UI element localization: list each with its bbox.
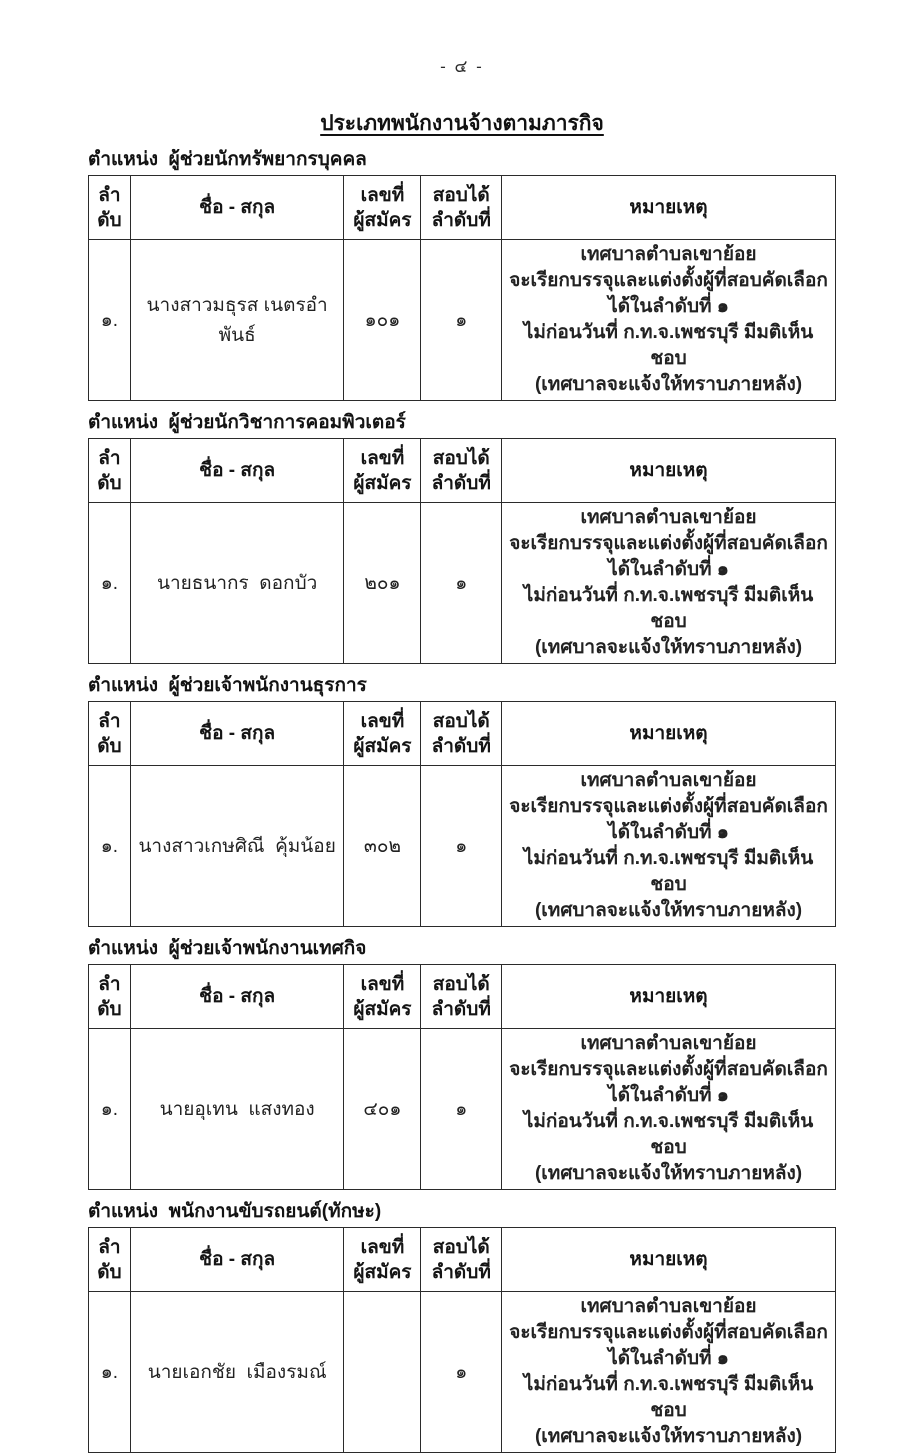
header-applicant-line2: ผู้สมัคร [353,998,412,1020]
position-label: ตำแหน่ง ผู้ช่วยนักวิชาการคอมพิวเตอร์ [88,412,406,433]
header-rank [421,965,502,1029]
cell-rank: ๑ [421,1292,502,1453]
table-row [89,503,836,664]
section-position-3 [88,674,836,927]
section-position-4 [88,937,836,1190]
remark-line: (เทศบาลจะแจ้งให้ทราบภายหลัง) [534,900,803,921]
header-applicant-no [344,965,421,1029]
cell-applicant-no: ๑๐๑ [344,240,421,401]
header-applicant-no [344,176,421,240]
header-order-line1: ลำ [98,447,121,469]
table-body [89,1029,836,1190]
results-table [88,175,836,401]
cell-rank: ๑ [421,766,502,927]
header-rank-line2: ลำดับที่ [431,998,491,1020]
header-row [89,965,836,1029]
header-name: ชื่อ - สกุล [130,1228,344,1292]
cell-name: นางสาวเกษศิณี คุ้มน้อย [130,766,344,927]
table-head [89,176,836,240]
remark-line: เทศบาลตำบลเขาย้อย [580,1296,757,1317]
table-head [89,702,836,766]
header-applicant-line2: ผู้สมัคร [353,735,412,757]
remark-line: จะเรียกบรรจุและแต่งตั้งผู้ที่สอบคัดเลือกได้ในลำดับที่ ๑ [509,796,828,843]
cell-rank: ๑ [421,1029,502,1190]
remark-line: เทศบาลตำบลเขาย้อย [580,507,757,528]
remark-line: ไม่ก่อนวันที่ ก.ท.จ.เพชรบุรี มีมติเห็นชอบ [523,585,814,632]
header-order [89,965,131,1029]
table-body [89,503,836,664]
remark-line: จะเรียกบรรจุและแต่งตั้งผู้ที่สอบคัดเลือกได้ในลำดับที่ ๑ [509,1322,828,1369]
table-row [89,240,836,401]
cell-remark [502,1029,836,1190]
remark-line: (เทศบาลจะแจ้งให้ทราบภายหลัง) [534,374,803,395]
header-rank-line1: สอบได้ [432,710,490,732]
header-rank-line2: ลำดับที่ [431,1261,491,1283]
cell-applicant-no: ๒๐๑ [344,503,421,664]
cell-remark [502,503,836,664]
header-remark: หมายเหตุ [502,1228,836,1292]
cell-name: นายอุเทน แสงทอง [130,1029,344,1190]
remark-line: เทศบาลตำบลเขาย้อย [580,1033,757,1054]
remark-line: จะเรียกบรรจุและแต่งตั้งผู้ที่สอบคัดเลือกได้ในลำดับที่ ๑ [509,533,828,580]
cell-remark [502,766,836,927]
remark-line: ไม่ก่อนวันที่ ก.ท.จ.เพชรบุรี มีมติเห็นชอบ [523,1111,814,1158]
header-applicant-no [344,1228,421,1292]
header-order-line2: ดับ [97,209,122,231]
cell-order: ๑. [89,240,131,401]
remark-line: ไม่ก่อนวันที่ ก.ท.จ.เพชรบุรี มีมติเห็นชอบ [523,848,814,895]
header-rank [421,1228,502,1292]
header-rank [421,702,502,766]
header-applicant-line2: ผู้สมัคร [353,472,412,494]
header-order-line1: ลำ [98,184,121,206]
header-order [89,1228,131,1292]
header-name: ชื่อ - สกุล [130,702,344,766]
remark-line: เทศบาลตำบลเขาย้อย [580,770,757,791]
cell-order: ๑. [89,1292,131,1453]
header-row [89,439,836,503]
header-order-line2: ดับ [97,1261,122,1283]
cell-applicant-no [344,1292,421,1453]
header-remark: หมายเหตุ [502,702,836,766]
header-rank [421,439,502,503]
header-row [89,176,836,240]
cell-order: ๑. [89,766,131,927]
header-applicant-line1: เลขที่ [360,184,405,206]
remark-line: จะเรียกบรรจุและแต่งตั้งผู้ที่สอบคัดเลือกได้ในลำดับที่ ๑ [509,1059,828,1106]
header-order-line1: ลำ [98,710,121,732]
cell-order: ๑. [89,1029,131,1190]
header-order [89,702,131,766]
header-row [89,702,836,766]
remark-line: (เทศบาลจะแจ้งให้ทราบภายหลัง) [534,1163,803,1184]
header-remark: หมายเหตุ [502,965,836,1029]
cell-name: นางสาวมธุรส เนตรอำพันธ์ [130,240,344,401]
table-row [89,766,836,927]
header-name: ชื่อ - สกุล [130,176,344,240]
table-body [89,766,836,927]
header-name: ชื่อ - สกุล [130,439,344,503]
header-order-line2: ดับ [97,998,122,1020]
header-applicant-line1: เลขที่ [360,710,405,732]
position-label: ตำแหน่ง ผู้ช่วยเจ้าพนักงานเทศกิจ [88,938,367,959]
position-label: ตำแหน่ง ผู้ช่วยนักทรัพยากรบุคคล [88,149,367,170]
table-row [89,1292,836,1453]
header-remark: หมายเหตุ [502,176,836,240]
table-row [89,1029,836,1190]
header-applicant-line1: เลขที่ [360,447,405,469]
remark-line: (เทศบาลจะแจ้งให้ทราบภายหลัง) [534,1426,803,1447]
header-row [89,1228,836,1292]
header-applicant-no [344,702,421,766]
page-title-text: ประเภทพนักงานจ้างตามภารกิจ [320,112,604,135]
remark-line: จะเรียกบรรจุและแต่งตั้งผู้ที่สอบคัดเลือกได้ในลำดับที่ ๑ [509,270,828,317]
header-rank-line1: สอบได้ [432,973,490,995]
page-number: - ๔ - [440,57,484,76]
cell-name: นายเอกชัย เมืองรมณ์ [130,1292,344,1453]
position-label: ตำแหน่ง ผู้ช่วยเจ้าพนักงานธุรการ [88,675,367,696]
header-rank-line1: สอบได้ [432,1236,490,1258]
remark-line: ไม่ก่อนวันที่ ก.ท.จ.เพชรบุรี มีมติเห็นชอบ [523,322,814,369]
header-rank-line2: ลำดับที่ [431,209,491,231]
table-head [89,439,836,503]
header-rank-line1: สอบได้ [432,184,490,206]
cell-order: ๑. [89,503,131,664]
cell-name: นายธนากร ดอกบัว [130,503,344,664]
header-applicant-no [344,439,421,503]
header-order [89,176,131,240]
cell-remark [502,240,836,401]
header-order-line2: ดับ [97,735,122,757]
position-label: ตำแหน่ง พนักงานขับรถยนต์(ทักษะ) [88,1201,382,1222]
header-applicant-line1: เลขที่ [360,973,405,995]
results-table [88,964,836,1190]
results-table [88,701,836,927]
remark-line: ไม่ก่อนวันที่ ก.ท.จ.เพชรบุรี มีมติเห็นชอบ [523,1374,814,1421]
header-name: ชื่อ - สกุล [130,965,344,1029]
table-head [89,965,836,1029]
section-position-1 [88,148,836,401]
results-table [88,438,836,664]
remark-line: (เทศบาลจะแจ้งให้ทราบภายหลัง) [534,637,803,658]
header-rank-line1: สอบได้ [432,447,490,469]
header-order [89,439,131,503]
cell-remark [502,1292,836,1453]
header-rank [421,176,502,240]
results-table [88,1227,836,1453]
header-applicant-line2: ผู้สมัคร [353,209,412,231]
cell-rank: ๑ [421,503,502,664]
header-rank-line2: ลำดับที่ [431,735,491,757]
remark-line: เทศบาลตำบลเขาย้อย [580,244,757,265]
section-position-5 [88,1200,836,1453]
section-position-2 [88,411,836,664]
cell-rank: ๑ [421,240,502,401]
header-applicant-line1: เลขที่ [360,1236,405,1258]
header-applicant-line2: ผู้สมัคร [353,1261,412,1283]
table-body [89,240,836,401]
cell-applicant-no: ๔๐๑ [344,1029,421,1190]
header-remark: หมายเหตุ [502,439,836,503]
table-body [89,1292,836,1453]
page-title [88,110,836,138]
header-order-line2: ดับ [97,472,122,494]
table-head [89,1228,836,1292]
header-order-line1: ลำ [98,973,121,995]
header-order-line1: ลำ [98,1236,121,1258]
cell-applicant-no: ๓๐๒ [344,766,421,927]
header-rank-line2: ลำดับที่ [431,472,491,494]
